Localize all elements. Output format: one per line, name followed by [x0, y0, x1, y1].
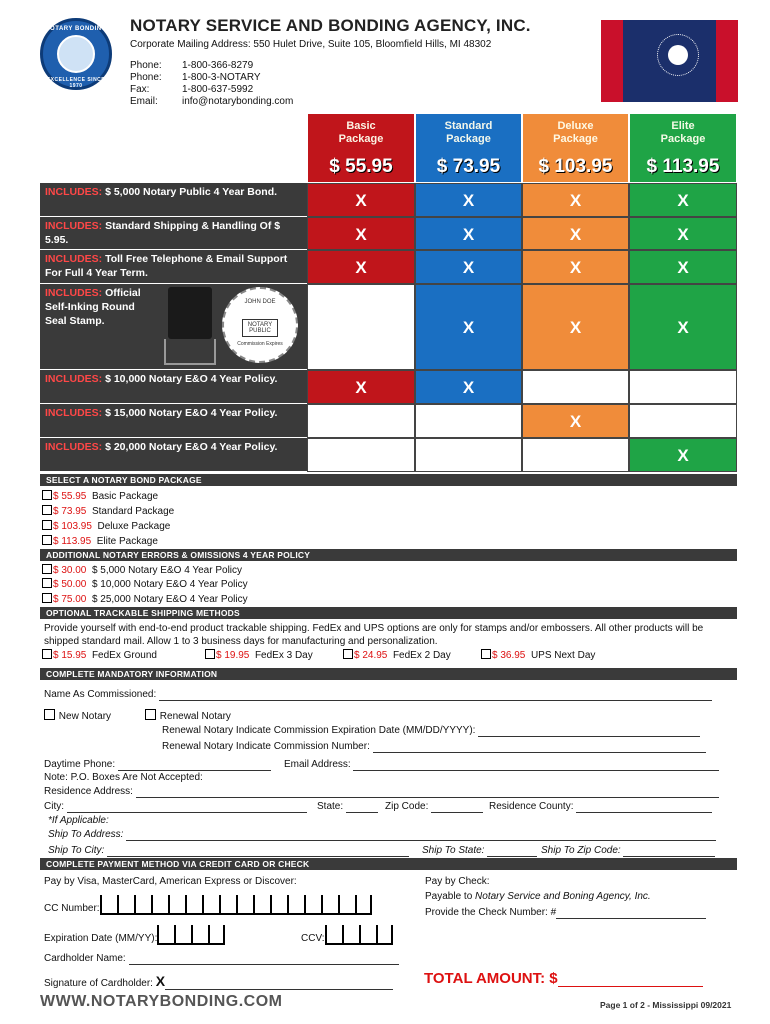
county-field[interactable]: Residence County: — [489, 801, 712, 813]
feature-mark-r5-c0 — [307, 404, 415, 438]
package-standard-header: Standard Package $ 73.95 — [415, 113, 522, 183]
checkbox[interactable] — [42, 490, 52, 500]
feature-mark-r3-c1: X — [415, 284, 522, 370]
feature-mark-r1-c2: X — [522, 217, 629, 250]
feature-mark-r2-c1: X — [415, 250, 522, 284]
checkbox[interactable] — [145, 709, 156, 720]
feature-mark-r3-c0 — [307, 284, 415, 370]
feature-mark-r2-c2: X — [522, 250, 629, 284]
feature-label: INCLUDES: Standard Shipping & Handling Of $ 5.95. — [40, 217, 307, 250]
package-elite-header: Elite Package $ 113.95 — [629, 113, 737, 183]
feature-mark-r4-c1: X — [415, 370, 522, 404]
package-option-standard[interactable]: $ 73.95 Standard Package — [42, 505, 174, 518]
expiration-boxes[interactable] — [157, 925, 225, 945]
select-package-title: SELECT A NOTARY BOND PACKAGE — [40, 474, 737, 486]
contact-phone-1: Phone: 1-800-366-8279 — [130, 60, 254, 71]
feature-label: INCLUDES: $ 15,000 Notary E&O 4 Year Policy. — [40, 404, 307, 438]
ship-option-fedex-2day[interactable]: $ 24.95 FedEx 2 Day — [343, 649, 451, 662]
expiration-field[interactable]: Expiration Date (MM/YY): — [44, 925, 225, 945]
feature-label: INCLUDES: Official Self-Inking Round Seal Stamp. — [40, 284, 307, 370]
package-basic-header: Basic Package $ 55.95 — [307, 113, 415, 183]
feature-mark-r2-c3: X — [629, 250, 737, 284]
new-notary-option[interactable]: New Notary — [44, 709, 111, 723]
residence-address-field[interactable]: Residence Address: — [44, 786, 719, 798]
daytime-phone-field[interactable]: Daytime Phone: — [44, 759, 271, 771]
ccv-field[interactable]: CCV: — [301, 925, 393, 945]
pay-by-check-label: Pay by Check: — [425, 876, 490, 887]
package-option-elite[interactable]: $ 113.95 Elite Package — [42, 535, 158, 548]
eo-option-5000[interactable]: $ 30.00 $ 5,000 Notary E&O 4 Year Policy — [42, 564, 242, 577]
cc-number-boxes[interactable] — [100, 895, 372, 915]
cardholder-field[interactable]: Cardholder Name: — [44, 953, 399, 965]
ship-state-field[interactable]: Ship To State: — [422, 845, 537, 857]
signature-field[interactable]: Signature of Cardholder: X — [44, 975, 393, 990]
feature-mark-r5-c3 — [629, 404, 737, 438]
checkbox[interactable] — [44, 709, 55, 720]
feature-mark-r4-c0: X — [307, 370, 415, 404]
ship-address-field[interactable]: Ship To Address: — [48, 829, 716, 841]
feature-mark-r0-c3: X — [629, 183, 737, 217]
eagle-icon — [57, 35, 95, 73]
pay-by-card-label: Pay by Visa, MasterCard, American Express or Discover: — [44, 876, 297, 887]
feature-mark-r2-c0: X — [307, 250, 415, 284]
checkbox[interactable] — [42, 564, 52, 574]
feature-label: INCLUDES: Toll Free Telephone & Email Support For Full 4 Year Term. — [40, 250, 307, 284]
checkbox[interactable] — [42, 520, 52, 530]
package-option-basic[interactable]: $ 55.95 Basic Package — [42, 490, 158, 503]
name-commissioned-field[interactable]: Name As Commissioned: — [44, 689, 712, 701]
payable-to-text: Payable to Notary Service and Boning Agency, Inc. — [425, 891, 651, 902]
feature-mark-r0-c2: X — [522, 183, 629, 217]
eo-policy-title: ADDITIONAL NOTARY ERRORS & OMISSIONS 4 YEAR POLICY — [40, 549, 737, 561]
eo-option-10000[interactable]: $ 50.00 $ 10,000 Notary E&O 4 Year Policy — [42, 578, 248, 591]
package-deluxe-price: $ 103.95 — [538, 156, 613, 177]
city-field[interactable]: City: — [44, 801, 307, 813]
magnolia-icon — [668, 45, 688, 65]
eo-option-25000[interactable]: $ 75.00 $ 25,000 Notary E&O 4 Year Policy — [42, 593, 248, 606]
zip-field[interactable]: Zip Code: — [385, 801, 483, 813]
feature-mark-r4-c2 — [522, 370, 629, 404]
checkbox[interactable] — [205, 649, 215, 659]
feature-mark-r6-c1 — [415, 438, 522, 472]
ccv-boxes[interactable] — [325, 925, 393, 945]
company-logo — [40, 18, 112, 90]
package-basic-price: $ 55.95 — [329, 156, 393, 177]
checkbox[interactable] — [42, 578, 52, 588]
renewal-date-field[interactable]: Renewal Notary Indicate Commission Expiration Date (MM/DD/YYYY): — [162, 725, 700, 737]
feature-mark-r0-c1: X — [415, 183, 522, 217]
company-address: Corporate Mailing Address: 550 Hulet Drive, Suite 105, Bloomfield Hills, MI 48302 — [130, 39, 492, 50]
checkbox[interactable] — [42, 649, 52, 659]
checkbox[interactable] — [481, 649, 491, 659]
ship-city-field[interactable]: Ship To City: — [48, 845, 409, 857]
shipping-title: OPTIONAL TRACKABLE SHIPPING METHODS — [40, 607, 737, 619]
feature-mark-r5-c2: X — [522, 404, 629, 438]
state-field[interactable]: State: — [317, 801, 378, 813]
contact-email: Email: info@notarybonding.com — [130, 96, 294, 107]
checkbox[interactable] — [42, 535, 52, 545]
total-amount-field[interactable]: TOTAL AMOUNT: $ — [424, 970, 703, 987]
ship-option-fedex-3day[interactable]: $ 19.95 FedEx 3 Day — [205, 649, 313, 662]
ship-option-fedex-ground[interactable]: $ 15.95 FedEx Ground — [42, 649, 157, 662]
logo-top-text: NOTARY BONDING — [45, 26, 107, 32]
cc-number-field[interactable]: CC Number: — [44, 895, 372, 915]
feature-mark-r0-c0: X — [307, 183, 415, 217]
logo-bottom-text: EXCELLENCE SINCE 1970 — [46, 77, 106, 89]
shipping-note: Provide yourself with end-to-end product trackable shipping. FedEx and UPS options are only for stamps and/or embossers. All other products will be shipped standard mail. Allow 1 to 3 business days for manufacturing and personalization. — [44, 623, 704, 647]
feature-mark-r6-c2 — [522, 438, 629, 472]
if-applicable-note: *If Applicable: — [48, 815, 109, 826]
email-field[interactable]: Email Address: — [284, 759, 719, 771]
renewal-number-field[interactable]: Renewal Notary Indicate Commission Number: — [162, 741, 706, 753]
checkbox[interactable] — [343, 649, 353, 659]
page-number: Page 1 of 2 - Mississippi 09/2021 — [600, 1000, 732, 1010]
feature-mark-r1-c0: X — [307, 217, 415, 250]
stamp-image — [168, 287, 212, 339]
package-deluxe-header: Deluxe Package $ 103.95 — [522, 113, 629, 183]
feature-label: INCLUDES: $ 5,000 Notary Public 4 Year Bond. — [40, 183, 307, 217]
website-url[interactable]: WWW.NOTARYBONDING.COM — [40, 993, 283, 1010]
ship-option-ups-next-day[interactable]: $ 36.95 UPS Next Day — [481, 649, 595, 662]
feature-label: INCLUDES: $ 20,000 Notary E&O 4 Year Policy. — [40, 438, 307, 472]
stamp-frame — [164, 339, 216, 365]
company-name: NOTARY SERVICE AND BONDING AGENCY, INC. — [130, 16, 531, 35]
feature-mark-r4-c3 — [629, 370, 737, 404]
feature-mark-r6-c3: X — [629, 438, 737, 472]
feature-mark-r1-c3: X — [629, 217, 737, 250]
checkbox[interactable] — [42, 505, 52, 515]
check-number-field[interactable]: Provide the Check Number: # — [425, 907, 706, 919]
mississippi-flag — [601, 20, 738, 102]
feature-mark-r3-c3: X — [629, 284, 737, 370]
checkbox[interactable] — [42, 593, 52, 603]
feature-mark-r6-c0 — [307, 438, 415, 472]
feature-mark-r3-c2: X — [522, 284, 629, 370]
mandatory-title: COMPLETE MANDATORY INFORMATION — [40, 668, 737, 680]
package-standard-price: $ 73.95 — [436, 156, 501, 177]
notary-seal-image: JOHN DOE NOTARY PUBLIC Commission Expires — [222, 287, 298, 363]
feature-mark-r1-c1: X — [415, 217, 522, 250]
renewal-notary-option[interactable]: Renewal Notary — [145, 709, 231, 723]
contact-phone-2: Phone: 1-800-3-NOTARY — [130, 72, 261, 83]
package-elite-price: $ 113.95 — [646, 156, 720, 177]
package-option-deluxe[interactable]: $ 103.95 Deluxe Package — [42, 520, 170, 533]
feature-mark-r5-c1 — [415, 404, 522, 438]
feature-label: INCLUDES: $ 10,000 Notary E&O 4 Year Policy. — [40, 370, 307, 404]
contact-fax: Fax: 1-800-637-5992 — [130, 84, 254, 95]
payment-title: COMPLETE PAYMENT METHOD VIA CREDIT CARD OR CHECK — [40, 858, 737, 870]
po-box-note: Note: P.O. Boxes Are Not Accepted: — [44, 772, 203, 783]
ship-zip-field[interactable]: Ship To Zip Code: — [541, 845, 715, 857]
